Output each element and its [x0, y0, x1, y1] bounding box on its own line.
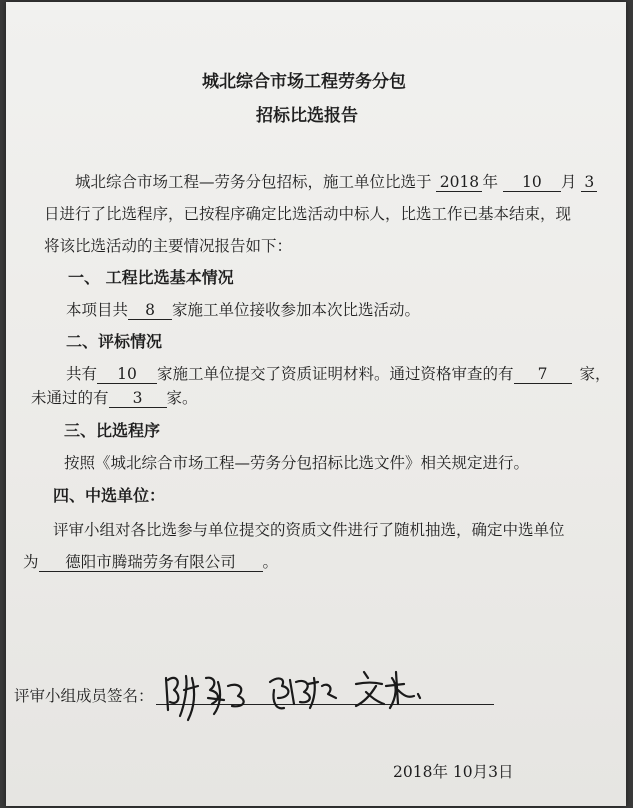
section-3-heading: 三、比选程序 [64, 421, 161, 440]
section-1-text: 本项目共 8 家施工单位接收参加本次比选活动。 [66, 301, 421, 319]
signature-2 [264, 668, 344, 718]
document-title: 城北综合市场工程劳务分包 [202, 72, 406, 92]
intro-line-1: 城北综合市场工程—劳务分包招标，施工单位比选于 2018 年 10 月 3 [75, 172, 597, 192]
failed-count: 3 [109, 389, 167, 408]
section-2-line-2: 未通过的有 3 家。 [31, 389, 198, 407]
intro-year: 2018 [436, 173, 482, 192]
signature-1 [158, 668, 258, 728]
passed-count: 7 [514, 365, 572, 384]
intro-line-3: 将该比选活动的主要情况报告如下： [44, 237, 293, 255]
report-date: 2018年 10月3日 [393, 763, 514, 781]
section-4-heading: 四、中选单位： [53, 486, 166, 505]
section-4-line-2: 为 德阳市腾瑞劳务有限公司 。 [23, 553, 279, 571]
section-4-line-1: 评审小组对各比选参与单位提交的资质文件进行了随机抽选，确定中选单位 [53, 521, 565, 539]
document-subtitle: 招标比选报告 [256, 106, 358, 126]
submitted-count: 10 [97, 365, 157, 384]
document-page [6, 2, 626, 806]
section-3-text: 按照《城北综合市场工程—劳务分包招标比选文件》相关规定进行。 [64, 454, 530, 472]
section-1-heading: 一、 工程比选基本情况 [68, 268, 234, 287]
signature-label: 评审小组成员签名： [14, 687, 154, 705]
signature-3 [352, 664, 432, 714]
winning-company: 德阳市腾瑞劳务有限公司 [39, 553, 263, 572]
intro-line-2: 日进行了比选程序，已按程序确定比选活动中标人，比选工作已基本结束，现 [44, 205, 572, 223]
intro-day: 3 [581, 173, 597, 192]
participant-count: 8 [128, 301, 172, 320]
intro-month: 10 [503, 173, 561, 192]
section-2-heading: 二、评标情况 [66, 332, 163, 351]
section-2-line-1: 共有 10 家施工单位提交了资质证明材料。通过资格审查的有 7 家， [66, 365, 611, 383]
